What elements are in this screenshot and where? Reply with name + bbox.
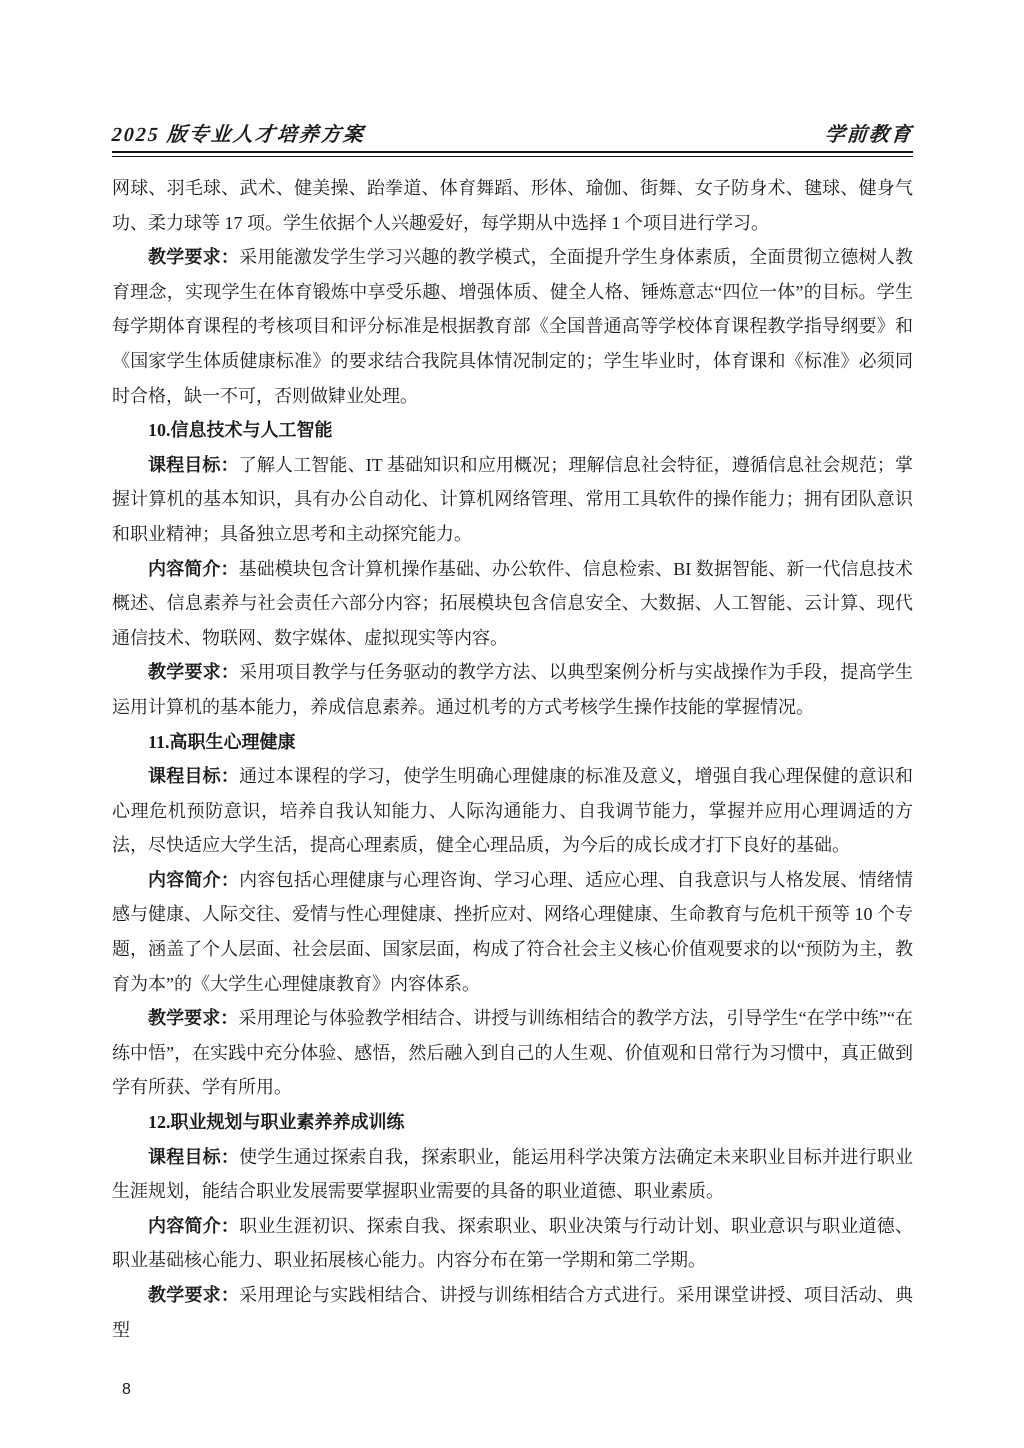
paragraph: 教学要求：采用项目教学与任务驱动的教学方法、以典型案例分析与实战操作为手段，提高学生运用计算机的基本能力，养成信息素养。通过机考的方式考核学生操作技能的掌握情况。 <box>112 662 914 717</box>
paragraph-lead-label: 内容简介： <box>148 558 239 579</box>
document-body <box>112 171 913 1347</box>
page-header <box>112 118 913 147</box>
page-footer <box>122 1381 131 1399</box>
paragraph-lead-label: 教学要求： <box>148 247 240 268</box>
paragraph: 课程目标：了解人工智能、IT 基础知识和应用概况；理解信息社会特征，遵循信息社会规范；掌握计算机的基本知识，具有办公自动化、计算机网络管理、常用工具软件的操作能力；拥有团队意识和职业精神；具备独立思考和主动探究能力。 <box>112 454 913 544</box>
header-rule <box>112 151 913 157</box>
header-title-right: 学前教育 <box>824 124 914 146</box>
section-heading: 10.信息技术与人工智能 <box>148 420 333 441</box>
paragraph-lead-label: 教学要求： <box>148 1008 239 1029</box>
paragraph: 课程目标：通过本课程的学习，使学生明确心理健康的标准及意义，增强自我心理保健的意识和心理危机预防意识，培养自我认知能力、人际沟通能力、自我调节能力，掌握并应用心理调适的方法，尽快适应大学生活，提高心理素质，健全心理品质，为今后的成长成才打下良好的基础。 <box>112 766 914 856</box>
header-rule-thin-line <box>112 156 913 158</box>
paragraph-lead-label: 课程目标： <box>148 1146 240 1167</box>
paragraph-lead-label: 内容简介： <box>148 869 240 890</box>
header-rule-thick-line <box>112 151 913 153</box>
header-title-left: 2025 版专业人才培养方案 <box>111 124 366 146</box>
paragraph-lead-label: 教学要求： <box>148 1285 240 1305</box>
paragraph: 课程目标：使学生通过探索自我，探索职业，能运用科学决策方法确定未来职业目标并进行职业生涯规划，能结合职业发展需要掌握职业需要的具备的职业道德、职业素质。 <box>112 1146 914 1202</box>
paragraph: 内容简介：内容包括心理健康与心理咨询、学习心理、适应心理、自我意识与人格发展、情绪情感与健康、人际交往、爱情与性心理健康、挫折应对、网络心理健康、生命教育与危机干预等 10 个专题，涵盖了个人层面、社会层面、国家层面，构成了符合社会主义核心价值观要求的以“预防为主，教育为本”的《大学生心理健康教育》内容体系。 <box>112 869 914 994</box>
section-heading: 12.职业规划与职业素养养成训练 <box>148 1112 405 1133</box>
paragraph: 教学要求：采用理论与体验教学相结合、讲授与训练相结合的教学方法，引导学生“在学中练”“在练中悟”，在实践中充分体验、感悟，然后融入到自己的人生观、价值观和日常行为习惯中，真正做到学有所获、学有所用。 <box>112 1008 914 1098</box>
paragraph-lead-label: 课程目标： <box>148 766 240 787</box>
paragraph-lead-label: 教学要求： <box>148 662 240 683</box>
paragraph: 网球、羽毛球、武术、健美操、跆拳道、体育舞蹈、形体、瑜伽、街舞、女子防身术、毽球、健身气功、柔力球等 17 项。学生依据个人兴趣爱好，每学期从中选择 1 个项目进行学习。 <box>112 178 913 233</box>
paragraph: 内容简介：职业生涯初识、探索自我、探索职业、职业决策与行动计划、职业意识与职业道德、职业基础核心能力、职业拓展核心能力。内容分布在第一学期和第二学期。 <box>112 1215 914 1271</box>
paragraph-lead-label: 内容简介： <box>148 1215 240 1236</box>
paragraph: 内容简介：基础模块包含计算机操作基础、办公软件、信息检索、BI 数据智能、新一代信息技术概述、信息素养与社会责任六部分内容；拓展模块包含信息安全、大数据、人工智能、云计算、现代通信技术、物联网、数字媒体、虚拟现实等内容。 <box>112 558 914 648</box>
section-heading: 11.高职生心理健康 <box>148 731 296 752</box>
paragraph: 教学要求：采用理论与实践相结合、讲授与训练相结合方式进行。采用课堂讲授、项目活动、典型 <box>112 1285 914 1340</box>
paragraph: 教学要求：采用能激发学生学习兴趣的教学模式，全面提升学生身体素质，全面贯彻立德树人教育理念，实现学生在体育锻炼中享受乐趣、增强体质、健全人格、锤炼意志“四位一体”的目标。学生每学期体育课程的考核项目和评分标准是根据教育部《全国普通高等学校体育课程教学指导纲要》和《国家学生体质健康标准》的要求结合我院具体情况制定的；学生毕业时，体育课和《标准》必须同时合格，缺一不可，否则做肄业处理。 <box>112 247 914 406</box>
page-number: 8 <box>122 1381 131 1398</box>
paragraph-lead-label: 课程目标： <box>148 454 239 475</box>
